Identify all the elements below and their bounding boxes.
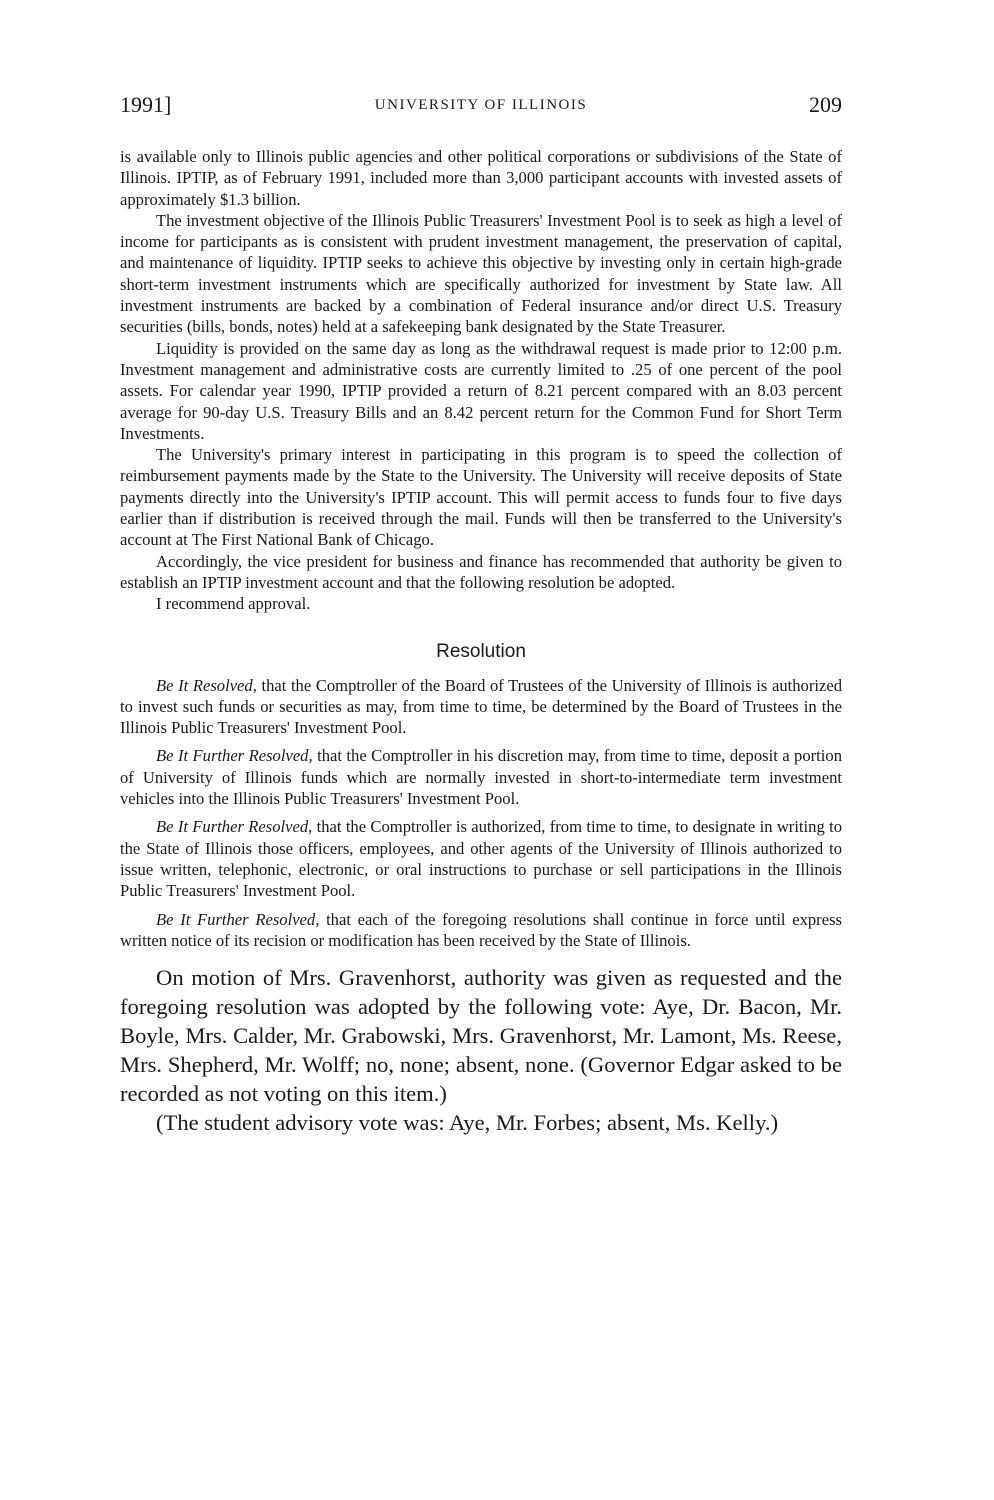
- header-title: UNIVERSITY OF ILLINOIS: [374, 97, 588, 113]
- resolution-text: that the Comptroller in his discretion may, from time to time, deposit a portion of University of Illinois funds which are normally invested in short-to-intermediate term investment vehicles into the Illinois Public Treasurers' Investment Pool.: [120, 746, 842, 809]
- resolution-lead: Be It Further Resolved,: [156, 746, 313, 766]
- paragraph-approval: I recommend approval.: [156, 594, 311, 614]
- page-number: 209: [809, 92, 842, 117]
- resolution-heading: Resolution: [436, 640, 526, 662]
- resolution-lead: Be It Resolved,: [156, 675, 257, 695]
- paragraph-liquidity: Liquidity is provided on the same day as long as the withdrawal request is made prior to 12:00 p.m. Investment management and administrative costs are currently limited to .25 of one percent of the pool assets. For calendar year 1990, IPTIP provided a return of 8.21 percent compared with an 8.03 percent average for 90-day U.S. Treasury Bills and an 8.42 percent return for the Common Fund for Short Term Investments.: [120, 338, 842, 443]
- paragraph-investment-objective: The investment objective of the Illinois Public Treasurers' Investment Pool is to seek as high a level of income for participants as is consistent with prudent investment management, the preservation of capital, and maintenance of liquidity. IPTIP seeks to achieve this objective by investing only in certain high-grade short-term investment instruments which are specifically authorized for investment by State law. All investment instruments are backed by a combination of Federal insurance and/or direct U.S. Treasury securities (bills, bonds, notes) held at a safekeeping bank designated by the State Treasurer.: [120, 210, 842, 337]
- resolution-lead: Be It Further Resolved,: [156, 909, 320, 929]
- resolution-item: [120, 909, 842, 952]
- paragraph-recommendation: Accordingly, the vice president for business and finance has recommended that authority be given to establish an IPTIP investment account and that the following resolution be adopted.: [120, 551, 842, 592]
- resolution-item: [120, 745, 842, 809]
- resolution-text: that each of the foregoing resolutions shall continue in force until express written notice of its recision or modification has been received by the State of Illinois.: [120, 909, 842, 950]
- body-text: [120, 146, 842, 1137]
- header-year: 1991]: [120, 92, 172, 117]
- motion-vote: On motion of Mrs. Gravenhorst, authority was given as requested and the foregoing resolution was adopted by the following vote: Aye, Dr. Bacon, Mr. Boyle, Mrs. Calder, Mr. Grabowski, Mrs. Gravenhorst, Mr. Lamont, Ms. Reese, Mrs. Shepherd, Mr. Wolff; no, none; absent, none. (Governor Edgar asked to be recorded as not voting on this item.): [120, 965, 842, 1107]
- student-advisory-vote: (The student advisory vote was: Aye, Mr. Forbes; absent, Ms. Kelly.): [156, 1110, 779, 1136]
- resolution-item: [120, 675, 842, 739]
- paragraph-university-interest: The University's primary interest in participating in this program is to speed the collection of reimbursement payments made by the State to the University. The University will receive deposits of State payments directly into the University's IPTIP account. This will permit access to funds four to five days earlier than if distribution is received through the mail. Funds will then be transferred to the University's account at The First National Bank of Chicago.: [120, 445, 842, 550]
- resolution-text: that the Comptroller is authorized, from time to time, to designate in writing to the State of Illinois those officers, employees, and other agents of the University of Illinois authorized to issue written, telephonic, electronic, or oral instructions to purchase or sell participations in the Illinois Public Treasurers' Investment Pool.: [120, 817, 842, 901]
- resolution-text: that the Comptroller of the Board of Trustees of the University of Illinois is authorized to invest such funds or securities as may, from time to time, be determined by the Board of Trustees in the Illinois Public Treasurers' Investment Pool.: [120, 675, 842, 738]
- resolution-item: [120, 816, 842, 901]
- running-head: [120, 92, 842, 122]
- resolution-lead: Be It Further Resolved,: [156, 817, 313, 837]
- paragraph-continuation: is available only to Illinois public agencies and other political corporations or subdivisions of the State of Illinois. IPTIP, as of February 1991, included more than 3,000 participant accounts with invested assets of approximately $1.3 billion.: [120, 147, 842, 209]
